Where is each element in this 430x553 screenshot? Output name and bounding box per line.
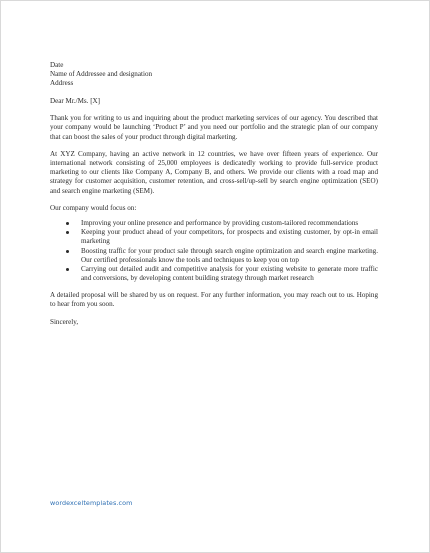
- intro-paragraph: Thank you for writing to us and inquiring about the product marketing services of our agency. You described that your company would be launching ‘Product P’ and you need our portfolio and the strategic plan of our company that can boost the sales of your product through digital marketing.: [50, 114, 378, 141]
- bullet-icon: [66, 268, 69, 271]
- focus-intro: Our company would focus on:: [50, 204, 137, 213]
- focus-list: [50, 219, 378, 283]
- closing-paragraph: A detailed proposal will be shared by us on request. For any further information, you may reach out to us. Hoping to hear from you soon.: [50, 291, 378, 309]
- company-paragraph: At XYZ Company, having an active network in 12 countries, we have over fifteen years of experience. Our international network consisting of 25,000 employees is dedicatedly working to provide full-service product marketing to our clients like Company A, Company B, and others. We provide our clients with a road map and strategy for customer acquisition, customer retention, and cross-sell/up-sell by search engine optimization (SEO) and search engine marketing (SEM).: [50, 150, 378, 195]
- addressee-line: Name of Addressee and designation: [50, 70, 153, 79]
- salutation: Dear Mr./Ms. [X]: [50, 96, 101, 105]
- bullet-icon: [66, 222, 69, 225]
- list-item: [81, 265, 378, 283]
- date-line: Date: [50, 61, 64, 69]
- list-item-text: Improving your online presence and performance by providing custom-tailored recommendations: [81, 219, 359, 228]
- letter-body: [50, 61, 378, 327]
- list-item-text: Boosting traffic for your product sale through search engine optimization and search engine marketing. Our certified professionals know the tools and techniques to keep you on top: [81, 246, 378, 264]
- bullet-icon: [66, 231, 69, 234]
- list-item-text: Carrying out detailed audit and competitive analysis for your existing website to generate more traffic and conversions, by developing content building strategy through market research: [81, 264, 378, 282]
- address-block: [50, 61, 378, 88]
- list-item: [81, 247, 378, 265]
- signoff: Sincerely,: [50, 318, 79, 327]
- list-item: [81, 228, 378, 246]
- list-item: [81, 219, 378, 228]
- footer-brand-link[interactable]: wordexceltemplates.com: [50, 499, 133, 507]
- list-item-text: Keeping your product ahead of your competitors, for prospects and existing customer, by opt-in email marketing: [81, 228, 378, 246]
- bullet-icon: [66, 250, 69, 253]
- address-line: Address: [50, 79, 74, 88]
